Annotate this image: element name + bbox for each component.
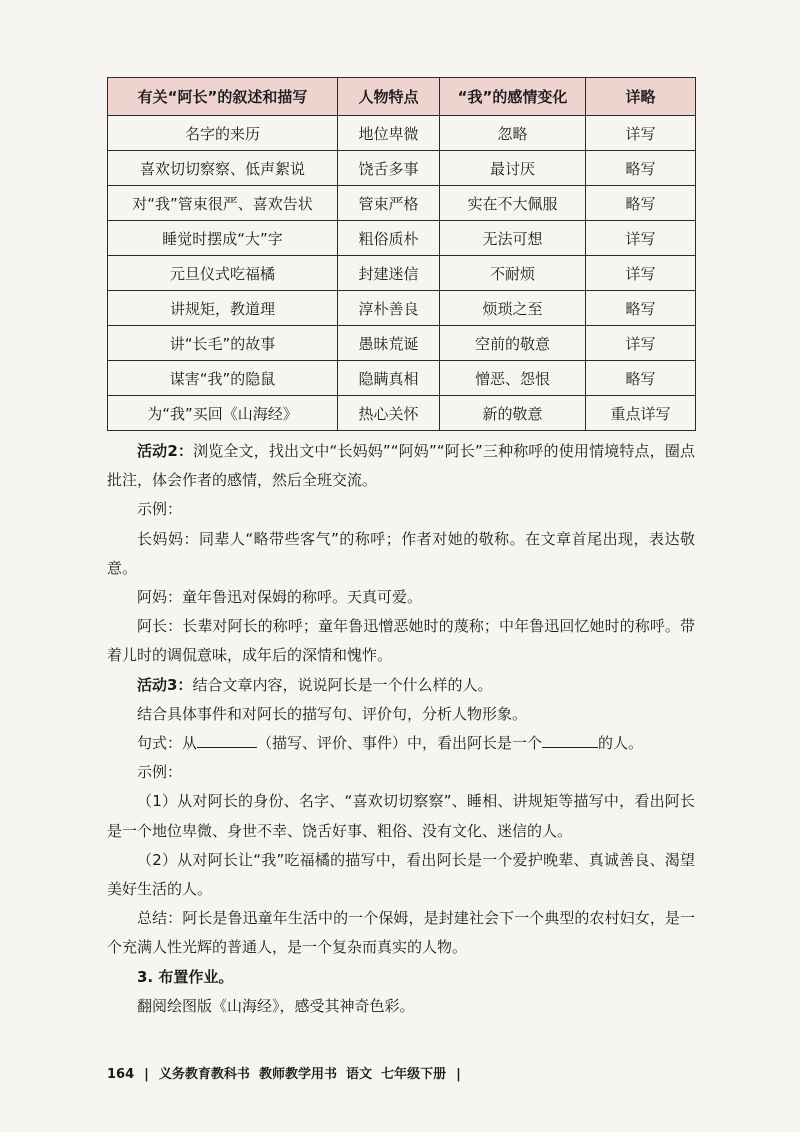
header-description: 有关“阿长”的叙述和描写 — [108, 78, 338, 116]
cell-trait: 淳朴善良 — [338, 291, 440, 326]
cell-feeling: 不耐烦 — [440, 256, 586, 291]
cell-description: 名字的来历 — [108, 116, 338, 151]
cell-description: 谋害“我”的隐鼠 — [108, 361, 338, 396]
sentence-part-a: 句式：从 — [137, 734, 198, 753]
table-header-row — [108, 78, 696, 116]
cell-detail: 略写 — [586, 186, 696, 221]
footer-separator: | — [144, 1067, 149, 1082]
fill-blank-2 — [542, 732, 598, 748]
footer-book: 教师教学用书 — [258, 1067, 337, 1082]
cell-trait: 隐瞒真相 — [338, 361, 440, 396]
footer-grade: 七年级下册 — [381, 1067, 447, 1082]
activity2-paragraph — [107, 437, 695, 495]
sentence-part-c: 的人。 — [598, 734, 644, 753]
cell-trait: 地位卑微 — [338, 116, 440, 151]
cell-trait: 愚昧荒诞 — [338, 326, 440, 361]
activity3-text: 结合文章内容，说说阿长是一个什么样的人。 — [192, 675, 493, 694]
footer-subject: 语文 — [346, 1067, 373, 1082]
cell-description: 睡觉时摆成“大”字 — [108, 221, 338, 256]
table-row — [108, 116, 696, 151]
cell-feeling: 烦琐之至 — [440, 291, 586, 326]
header-detail: 详略 — [586, 78, 696, 116]
section3-heading-text: 3. 布置作业。 — [137, 967, 234, 986]
table-row — [108, 256, 696, 291]
cell-detail: 略写 — [586, 361, 696, 396]
table-row — [108, 326, 696, 361]
cell-trait: 封建迷信 — [338, 256, 440, 291]
footer-series: 义务教育教科书 — [158, 1067, 250, 1082]
section3-text: 翻阅绘图版《山海经》，感受其神奇色彩。 — [137, 996, 415, 1015]
sentence-pattern — [107, 729, 695, 758]
cell-feeling: 无法可想 — [440, 221, 586, 256]
body-text — [107, 437, 695, 1021]
header-trait: 人物特点 — [338, 78, 440, 116]
analysis-table — [107, 77, 696, 431]
table-row — [108, 361, 696, 396]
activity3-example-2: （2）从对阿长让“我”吃福橘的描写中，看出阿长是一个爱护晚辈、真诚善良、渴望美好生活的人。 — [107, 850, 695, 899]
cell-description: 对“我”管束很严、喜欢告状 — [108, 186, 338, 221]
activity3-example-1: （1）从对阿长的身份、名字、“喜欢切切察察”、睡相、讲规矩等描写中，看出阿长是一个地位卑微、身世不幸、饶舌好事、粗俗、没有文化、迷信的人。 — [107, 792, 695, 840]
activity3-line2: 结合具体事件和对阿长的描写句、评价句，分析人物形象。 — [137, 704, 528, 723]
cell-description: 元旦仪式吃福橘 — [108, 256, 338, 291]
cell-trait: 管束严格 — [338, 186, 440, 221]
cell-feeling: 空前的敬意 — [440, 326, 586, 361]
footer-separator-end: | — [456, 1067, 461, 1082]
table-row — [108, 151, 696, 186]
page-number: 164 — [107, 1067, 135, 1082]
activity2-text: 浏览全文，找出文中“长妈妈”“阿妈”“阿长”三种称呼的使用情境特点，圈点批注，体会作者的感情，然后全班交流。 — [107, 442, 695, 490]
cell-feeling: 实在不大佩服 — [440, 186, 586, 221]
sentence-part-b: （描写、评价、事件）中，看出阿长是一个 — [257, 734, 543, 753]
activity2-example-label: 示例： — [137, 500, 183, 519]
section3-heading — [107, 963, 695, 992]
cell-trait: 饶舌多事 — [338, 151, 440, 186]
activity2-item: 阿妈：童年鲁迅对保姆的称呼。天真可爱。 — [137, 588, 423, 607]
cell-feeling: 忽略 — [440, 116, 586, 151]
activity2-item: 阿长：长辈对阿长的称呼；童年鲁迅憎恶她时的蔑称；中年鲁迅回忆她时的称呼。带着儿时的调侃意味，成年后的深情和愧怍。 — [107, 617, 695, 665]
table-row — [108, 396, 696, 431]
table-row — [108, 221, 696, 256]
cell-feeling: 憎恶、怨恨 — [440, 361, 586, 396]
table-row — [108, 186, 696, 221]
table-row — [108, 291, 696, 326]
activity3-example-label: 示例： — [137, 763, 183, 782]
cell-trait: 粗俗质朴 — [338, 221, 440, 256]
cell-detail: 略写 — [586, 151, 696, 186]
cell-feeling: 最讨厌 — [440, 151, 586, 186]
activity2-item: 长妈妈：同辈人“略带些客气”的称呼；作者对她的敬称。在文章首尾出现，表达敬意。 — [107, 529, 695, 577]
cell-detail: 重点详写 — [586, 396, 696, 431]
cell-description: 喜欢切切察察、低声絮说 — [108, 151, 338, 186]
activity3-paragraph — [107, 671, 695, 700]
activity2-label: 活动2： — [137, 442, 194, 460]
cell-description: 讲“长毛”的故事 — [108, 326, 338, 361]
cell-feeling: 新的敬意 — [440, 396, 586, 431]
page-footer — [107, 1063, 471, 1082]
header-feeling: “我”的感情变化 — [440, 78, 586, 116]
cell-trait: 热心关怀 — [338, 396, 440, 431]
cell-detail: 详写 — [586, 256, 696, 291]
fill-blank-1 — [197, 732, 257, 748]
activity3-summary: 总结：阿长是鲁迅童年生活中的一个保姆，是封建社会下一个典型的农村妇女，是一个充满人性光辉的普通人，是一个复杂而真实的人物。 — [107, 909, 695, 957]
cell-detail: 详写 — [586, 116, 696, 151]
activity3-label: 活动3： — [137, 675, 193, 694]
cell-description: 为“我”买回《山海经》 — [108, 396, 338, 431]
cell-detail: 略写 — [586, 291, 696, 326]
cell-detail: 详写 — [586, 326, 696, 361]
cell-description: 讲规矩，教道理 — [108, 291, 338, 326]
cell-detail: 详写 — [586, 221, 696, 256]
